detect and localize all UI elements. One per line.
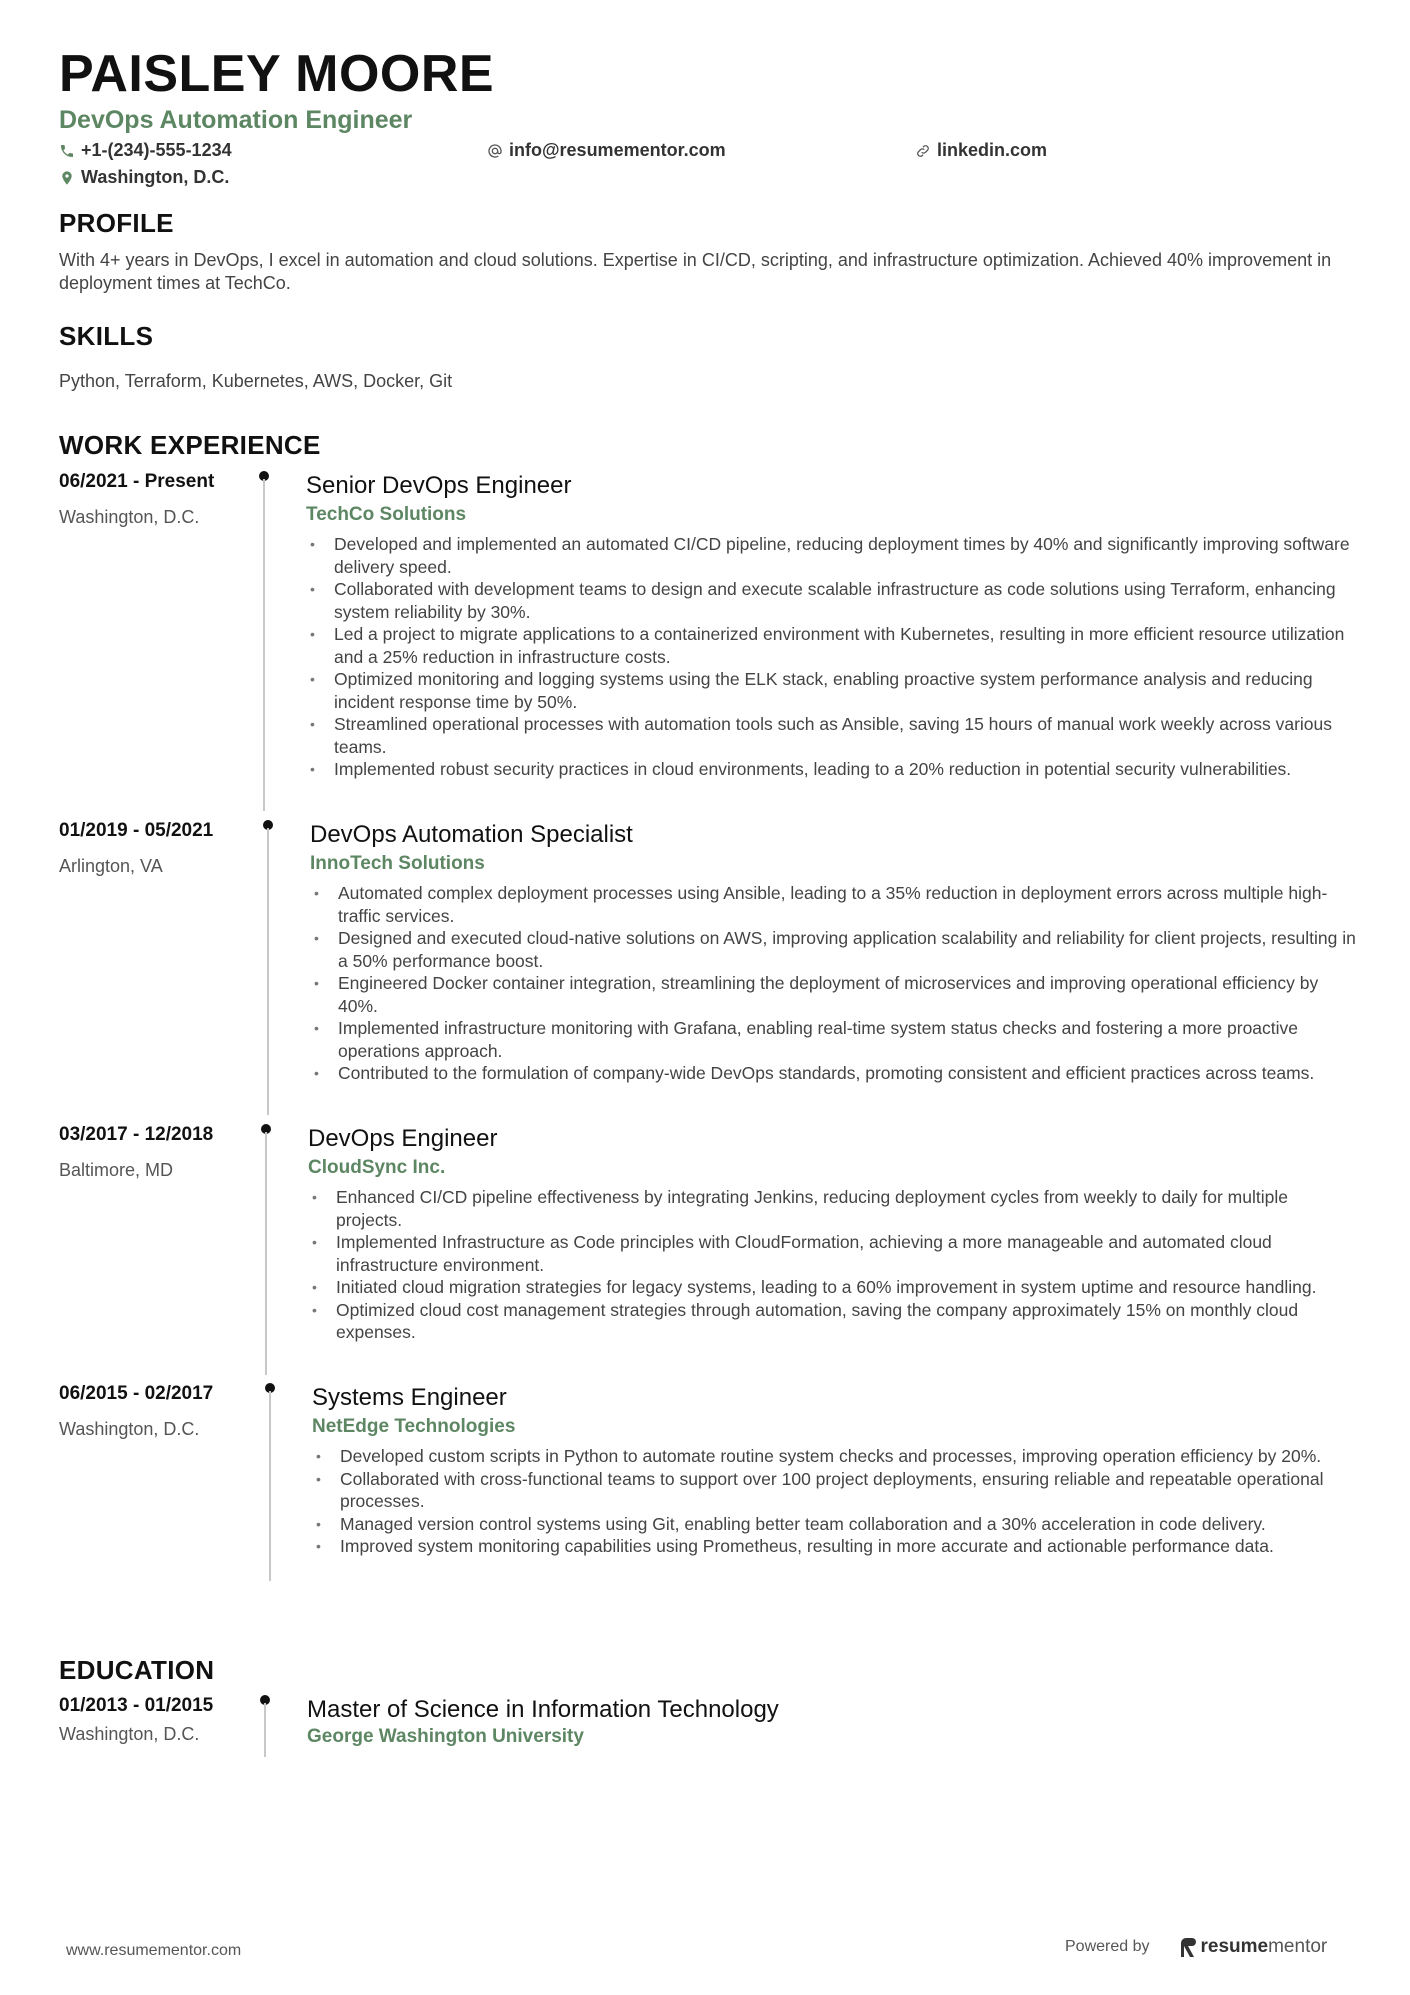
contact-location: [59, 167, 229, 188]
contact-row-2: [59, 164, 1359, 191]
timeline-line: [267, 828, 269, 1115]
brand-bold: resume: [1200, 1936, 1269, 1957]
job-bullets: [312, 1445, 1356, 1558]
list-item: • Engineered Docker container integration, streamlining the deployment of microservices and improving operational efficiency by 40%.: [310, 972, 1356, 1017]
timeline-line: [265, 1132, 267, 1375]
job-company: NetEdge Technologies: [312, 1416, 516, 1437]
job-body: [308, 1124, 1356, 1344]
job-title: DevOps Automation Specialist: [310, 821, 633, 848]
job-location: Washington, D.C.: [59, 507, 200, 527]
email-text[interactable]: info@resumementor.com: [509, 140, 726, 160]
resume-header: [59, 44, 1359, 191]
list-item: • Streamlined operational processes with automation tools such as Ansible, saving 15 hours of manual work weekly across various teams.: [306, 713, 1356, 758]
job-company: CloudSync Inc.: [308, 1157, 446, 1178]
list-item: • Implemented robust security practices in cloud environments, leading to a 20% reduction in potential security vulnerabilities.: [306, 758, 1356, 781]
timeline-line: [269, 1391, 271, 1581]
brand-logo[interactable]: [1178, 1936, 1328, 1958]
list-item: • Designed and executed cloud-native solutions on AWS, improving application scalability and reliability for client projects, resulting in a 50% performance boost.: [310, 927, 1356, 972]
job-date: 06/2015 - 02/2017: [59, 1383, 214, 1404]
list-item: • Contributed to the formulation of company-wide DevOps standards, promoting consistent and efficient practices across teams.: [310, 1062, 1356, 1085]
linkedin-text[interactable]: linkedin.com: [937, 140, 1048, 160]
experience-heading: WORK EXPERIENCE: [59, 430, 321, 460]
footer-branding: [1065, 1936, 1327, 1958]
job-title: DevOps Engineer: [308, 1125, 498, 1152]
list-item: • Collaborated with cross-functional teams to support over 100 project deployments, ensuring reliable and repeatable operational processes.: [312, 1468, 1356, 1513]
list-item: • Led a project to migrate applications to a containerized environment with Kubernetes, resulting in more efficient resource utilization and a 25% reduction in infrastructure costs.: [306, 623, 1356, 668]
footer-website[interactable]: www.resumementor.com: [66, 1942, 242, 1959]
education-heading: EDUCATION: [59, 1655, 215, 1685]
resumementor-logo-icon: [1178, 1936, 1198, 1958]
phone-text: +1-(234)-555-1234: [81, 140, 232, 160]
timeline-line: [263, 479, 265, 811]
education-date: 01/2013 - 01/2015: [59, 1695, 214, 1716]
job-company: TechCo Solutions: [306, 504, 467, 525]
list-item: • Managed version control systems using Git, enabling better team collaboration and a 30% acceleration in code delivery.: [312, 1513, 1356, 1536]
education-location: Washington, D.C.: [59, 1724, 200, 1744]
contact-row: [59, 137, 1359, 164]
job-bullets: [308, 1186, 1356, 1344]
powered-by-label: Powered by: [1065, 1938, 1150, 1955]
list-item: • Developed custom scripts in Python to automate routine system checks and processes, improving operation efficiency by 20%.: [312, 1445, 1356, 1468]
contact-phone: [59, 140, 487, 161]
list-item: • Initiated cloud migration strategies for legacy systems, leading to a 60% improvement in system uptime and resource handling.: [308, 1276, 1356, 1299]
education-entry: [59, 1695, 1359, 1759]
brand-light: mentor: [1268, 1936, 1328, 1957]
profile-heading: PROFILE: [59, 208, 174, 238]
location-pin-icon: [59, 170, 75, 186]
job-body: [306, 471, 1356, 781]
job-entry: [59, 1124, 1359, 1377]
list-item: • Automated complex deployment processes using Ansible, leading to a 35% reduction in deployment errors across multiple high-traffic services.: [310, 882, 1356, 927]
job-bullets: [310, 882, 1356, 1085]
job-title: Senior DevOps Engineer: [306, 472, 572, 499]
location-text: Washington, D.C.: [81, 167, 230, 187]
candidate-role: DevOps Automation Engineer: [59, 106, 413, 134]
job-entry: [59, 820, 1359, 1117]
job-location: Baltimore, MD: [59, 1160, 174, 1180]
job-date: 01/2019 - 05/2021: [59, 820, 214, 841]
list-item: • Optimized cloud cost management strategies through automation, saving the company approximately 15% on monthly cloud expenses.: [308, 1299, 1356, 1344]
profile-text: With 4+ years in DevOps, I excel in automation and cloud solutions. Expertise in CI/CD, scripting, and infrastructure optimization. Achieved 40% improvement in deployment times at TechCo.: [59, 250, 1332, 293]
job-title: Systems Engineer: [312, 1384, 507, 1411]
job-location: Arlington, VA: [59, 856, 163, 876]
timeline-line: [264, 1703, 266, 1757]
job-bullets: [306, 533, 1356, 781]
skills-heading: SKILLS: [59, 321, 154, 351]
skills-text: Python, Terraform, Kubernetes, AWS, Docker, Git: [59, 371, 453, 391]
list-item: • Improved system monitoring capabilities using Prometheus, resulting in more accurate and actionable performance data.: [312, 1535, 1356, 1558]
candidate-name: PAISLEY MOORE: [59, 45, 495, 103]
list-item: • Implemented Infrastructure as Code principles with CloudFormation, achieving a more manageable and automated cloud infrastructure environment.: [308, 1231, 1356, 1276]
education-body: [307, 1695, 1357, 1749]
job-company: InnoTech Solutions: [310, 853, 485, 874]
at-icon: [487, 143, 503, 159]
contact-email[interactable]: [487, 140, 915, 161]
job-entry: [59, 471, 1359, 813]
job-body: [312, 1383, 1356, 1558]
contact-linkedin[interactable]: [915, 140, 1047, 161]
list-item: • Optimized monitoring and logging systems using the ELK stack, enabling proactive system performance analysis and reducing incident response time by 50%.: [306, 668, 1356, 713]
phone-icon: [59, 143, 75, 159]
list-item: • Implemented infrastructure monitoring with Grafana, enabling real-time system status checks and fostering a more proactive operations approach.: [310, 1017, 1356, 1062]
education-school: George Washington University: [307, 1726, 584, 1747]
list-item: • Developed and implemented an automated CI/CD pipeline, reducing deployment times by 40% and significantly improving software delivery speed.: [306, 533, 1356, 578]
job-date: 03/2017 - 12/2018: [59, 1124, 214, 1145]
list-item: • Enhanced CI/CD pipeline effectiveness by integrating Jenkins, reducing deployment cycles from weekly to daily for multiple projects.: [308, 1186, 1356, 1231]
link-icon: [915, 143, 931, 159]
job-entry: [59, 1383, 1359, 1583]
job-body: [310, 820, 1356, 1085]
list-item: • Collaborated with development teams to design and execute scalable infrastructure as code solutions using Terraform, enhancing system reliability by 30%.: [306, 578, 1356, 623]
education-degree: Master of Science in Information Technology: [307, 1696, 779, 1723]
job-location: Washington, D.C.: [59, 1419, 200, 1439]
job-date: 06/2021 - Present: [59, 471, 215, 492]
